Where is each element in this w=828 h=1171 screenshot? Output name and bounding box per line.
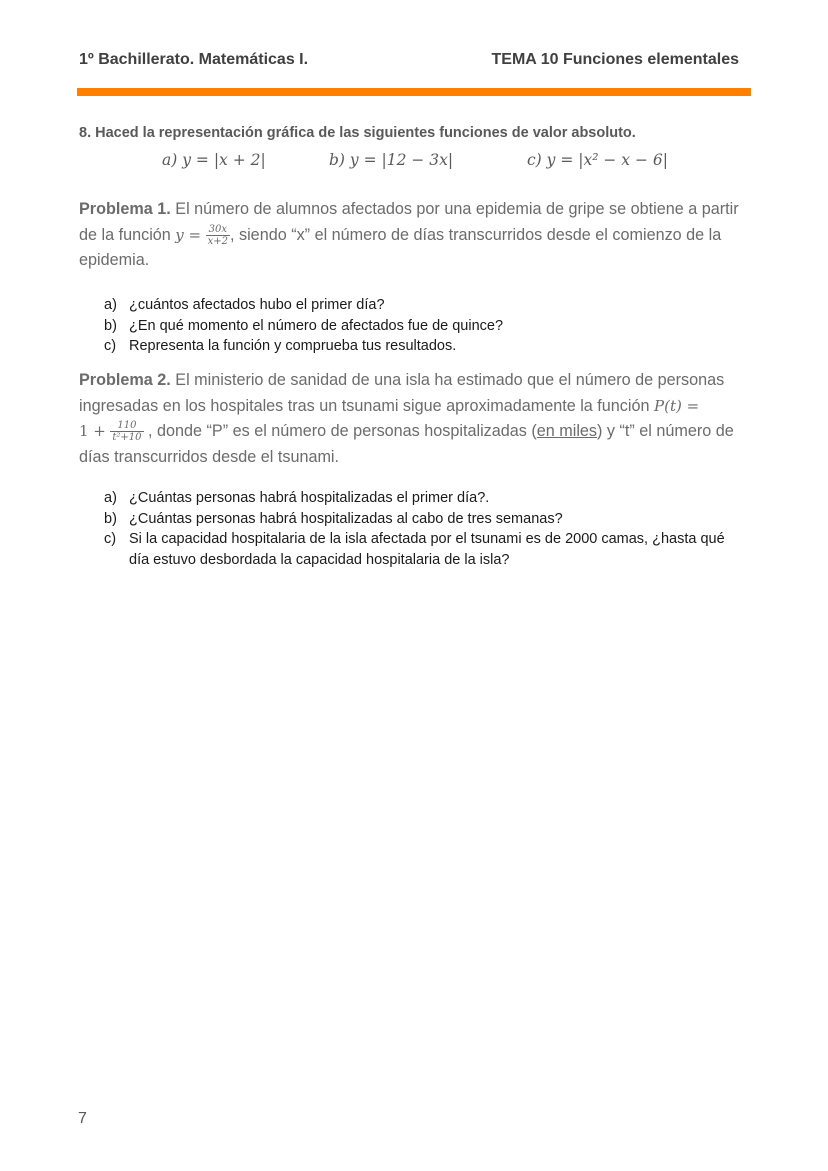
formula-c-label: c) bbox=[527, 151, 542, 169]
list-marker: a) bbox=[104, 297, 117, 313]
problem-1-formula-lhs: y = bbox=[175, 225, 202, 244]
formula-c-expression: y = |x² − x − 6| bbox=[546, 151, 668, 169]
question-text: Representa la función y comprueba tus resultados. bbox=[129, 338, 457, 354]
list-item bbox=[104, 529, 744, 570]
question-text: Si la capacidad hospitalaria de la isla afectada por el tsunami es de 2000 camas, ¿hasta qué día estuvo desbordada la capacidad hospitalaria de la isla? bbox=[129, 531, 725, 568]
problem-2-fraction bbox=[110, 420, 143, 443]
topic-title: TEMA 10 Funciones elementales bbox=[491, 51, 739, 68]
formula-a bbox=[162, 151, 266, 169]
formula-b bbox=[329, 151, 453, 169]
question-text: ¿En qué momento el número de afectados fue de quince? bbox=[129, 317, 504, 334]
formula-b-expression: y = |12 − 3x| bbox=[349, 151, 454, 169]
list-marker: c) bbox=[104, 338, 117, 354]
fraction-numerator: 30x bbox=[206, 224, 230, 236]
formula-a-expression: y = |x + 2| bbox=[182, 151, 266, 169]
fraction-denominator: x+2 bbox=[207, 235, 228, 247]
list-marker: a) bbox=[104, 490, 117, 506]
list-marker: c) bbox=[104, 531, 117, 547]
fraction-numerator: 110 bbox=[110, 420, 143, 432]
list-item bbox=[104, 509, 744, 530]
problem-1-statement bbox=[79, 197, 754, 274]
list-item bbox=[104, 295, 503, 316]
problem-1-fraction bbox=[206, 224, 230, 247]
formula-a-label: a) bbox=[162, 151, 178, 169]
course-title: 1º Bachillerato. Matemáticas I. bbox=[79, 51, 309, 68]
problem-2-formula-lhs: P(t) = bbox=[654, 396, 700, 415]
problem-2-underlined: en miles bbox=[536, 422, 598, 440]
problem-2-text: El ministerio de sanidad de una isla ha estimado que el número de personas ingresadas en los hospitales tras un tsunami sigue aproximadamente la función bbox=[79, 371, 725, 415]
problem-2-text-after: ) y “t” el número de días transcurridos desde el tsunami. bbox=[79, 422, 734, 466]
problem-1-heading: Problema 1. bbox=[79, 200, 171, 218]
list-marker: b) bbox=[104, 510, 117, 527]
list-item bbox=[104, 336, 503, 357]
question-text: ¿Cuántas personas habrá hospitalizadas al cabo de tres semanas? bbox=[129, 510, 563, 527]
problem-1-text-after: , siendo “x” el número de días transcurridos desde el comienzo de la epidemia. bbox=[79, 225, 722, 269]
problem-2-formula-const: 1 + bbox=[79, 422, 106, 440]
question-text: ¿Cuántas personas habrá hospitalizadas el primer día?. bbox=[129, 490, 490, 506]
fraction-denominator: t²+10 bbox=[112, 432, 142, 444]
problem-2-statement bbox=[79, 368, 754, 470]
problem-1-questions bbox=[104, 295, 503, 357]
header-divider bbox=[77, 88, 751, 96]
problem-2-text-mid: , donde “P” es el número de personas hospitalizadas ( bbox=[143, 422, 537, 440]
formula-b-label: b) bbox=[329, 151, 345, 169]
problem-2-questions bbox=[104, 488, 744, 570]
exercise-8-title: 8. Haced la representación gráfica de las siguientes funciones de valor absoluto. bbox=[79, 125, 636, 141]
question-text: ¿cuántos afectados hubo el primer día? bbox=[129, 297, 385, 313]
problem-1-text: El número de alumnos afectados por una epidemia de gripe se obtiene a partir de la función bbox=[79, 200, 739, 244]
list-marker: b) bbox=[104, 317, 117, 334]
page-number: 7 bbox=[78, 1110, 87, 1127]
list-item bbox=[104, 316, 503, 337]
list-item bbox=[104, 488, 744, 509]
problem-2-heading: Problema 2. bbox=[79, 371, 171, 389]
formula-c bbox=[527, 151, 668, 169]
